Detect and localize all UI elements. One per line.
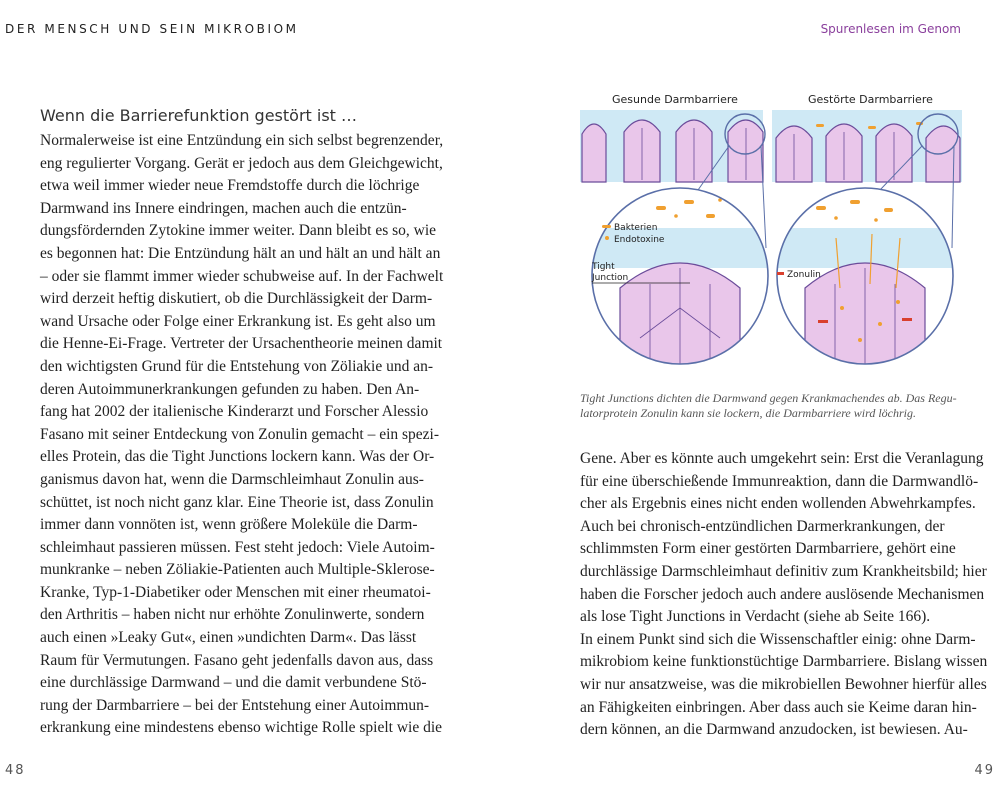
right-body-text	[580, 448, 988, 742]
label-damaged-barrier: Gestörte Darmbarriere	[808, 93, 933, 106]
figure-caption	[580, 391, 970, 421]
running-title-left: DER MENSCH UND SEIN MIKROBIOM	[5, 22, 299, 36]
text-line: elles Protein, das die Tight Junctions lockern kann. Was der Or-	[40, 448, 435, 466]
text-line: Darmwand ins Innere eindringen, machen auch die entzün-	[40, 199, 407, 217]
text-line: an Fähigkeiten einbringen. Aber dass auch sie Keime daran hin-	[580, 698, 977, 716]
text-line: munkranke – neben Zöliakie-Patienten auch Multiple-Sklerose-	[40, 561, 435, 579]
text-line: mikrobiom keine funktionstüchtige Darmbarriere. Bislang wissen	[580, 653, 988, 671]
text-line: den wichtigsten Grund für die Entstehung von Zöliakie und an-	[40, 357, 434, 375]
legend-endotoxins: Endotoxine	[614, 235, 665, 245]
text-line: für eine überschießende Immunreaktion, dann die Darmwandlö-	[580, 472, 979, 490]
label-tight-junction-line1: Tight	[592, 262, 615, 272]
text-line: haben die Forscher jedoch auch andere auslösende Mechanismen	[580, 585, 985, 603]
text-line: schüttet, ist noch nicht ganz klar. Eine Theorie ist, dass Zonulin	[40, 493, 434, 511]
text-line: erkrankung eine mindestens ebenso wichtige Rolle spielt wie die	[40, 719, 443, 737]
zonulin-legend-icon	[777, 272, 784, 275]
text-line: Fasano mit seiner Entdeckung von Zonulin gemacht – ein spezi-	[40, 425, 440, 443]
caption-line: latorprotein Zonulin kann sie lockern, die Darmbarriere wird löchrig.	[580, 406, 916, 420]
section-heading: Wenn die Barrierefunktion gestört ist …	[40, 106, 358, 125]
bacteria-legend-icon	[602, 225, 611, 228]
text-line: cher als Ergebnis eines nicht enden wollenden Abwehrkampfes.	[580, 495, 976, 513]
gut-barrier-figure	[580, 88, 970, 388]
text-line: es begonnen hat: Die Entzündung hält an und hält an und hält an	[40, 244, 441, 262]
text-line: den Arthritis – haben nicht nur erhöhte Zonulinwerte, sondern	[40, 606, 425, 624]
text-line: immer dann vonnöten ist, wenn größere Moleküle die Darm-	[40, 516, 418, 534]
label-tight-junction-line2: Junction	[592, 273, 629, 283]
text-line: deren Autoimmunerkrankungen gefunden zu haben. Den An-	[40, 380, 420, 398]
text-line: ganismus davon hat, wenn die Darmschleimhaut Zonulin aus-	[40, 470, 424, 488]
text-line: – oder sie flammt immer wieder schubweise auf. In der Fachwelt	[40, 267, 444, 285]
left-body-text	[40, 130, 444, 740]
text-line: auch einen »Leaky Gut«, einen »undichten Darm«. Das lässt	[40, 629, 417, 647]
text-line: als lose Tight Junctions in Verdacht (siehe ab Seite 166).	[580, 608, 931, 626]
text-line: Gene. Aber es könnte auch umgekehrt sein: Erst die Veranlagung	[580, 450, 984, 467]
page-number-left: 48	[5, 763, 26, 778]
text-line: eng regulierter Vorgang. Gerät er jedoch aus dem Gleichgewicht,	[40, 154, 443, 172]
gut-barrier-illustration	[580, 88, 970, 388]
text-line: dern können, an die Darmwand anzudocken, ist bewiesen. Au-	[580, 721, 968, 739]
text-line: wand Ursache oder Folge einer Erkrankung ist. Es geht also um	[40, 312, 436, 330]
page-number-right: 49	[974, 763, 995, 778]
endotoxin-legend-icon	[605, 236, 609, 240]
caption-line: Tight Junctions dichten die Darmwand gegen Krankmachendes ab. Das Regu-	[580, 391, 957, 405]
text-line: schleimhaut passieren müssen. Fest steht jedoch: Viele Autoim-	[40, 538, 435, 556]
text-line: fang hat 2002 der italienische Kinderarzt und Forscher Alessio	[40, 403, 429, 421]
running-title-right: Spurenlesen im Genom	[820, 22, 961, 36]
text-line: schlimmsten Form einer gestörten Darmbarriere, gehört eine	[580, 540, 956, 558]
text-line: wird derzeit heftig diskutiert, ob die Durchlässigkeit der Darm-	[40, 290, 433, 308]
text-line: eine durchlässige Darmwand – und die damit verbundene Stö-	[40, 674, 427, 692]
text-line: durchlässige Darmschleimhaut definitiv zum Krankheitsbild; hier	[580, 562, 987, 580]
text-line: Auch bei chronisch-entzündlichen Darmerkrankungen, der	[580, 517, 945, 535]
text-line: dungsfördernden Zytokine immer weiter. Dann bleibt es so, wie	[40, 222, 437, 240]
text-line: wir nur ansatzweise, was die mikrobiellen Bewohner hierfür alles	[580, 675, 987, 693]
text-line: die Henne-Ei-Frage. Vertreter der Ursachentheorie meinen damit	[40, 335, 443, 353]
label-healthy-barrier: Gesunde Darmbarriere	[612, 93, 738, 106]
legend-bacteria: Bakterien	[614, 223, 658, 233]
text-line: Normalerweise ist eine Entzündung ein sich selbst begrenzender,	[40, 132, 444, 149]
label-zonulin: Zonulin	[787, 270, 821, 280]
text-line: etwa weil immer wieder neue Fremdstoffe durch die löchrige	[40, 177, 420, 195]
text-line: rung der Darmbarriere – bei der Entstehung einer Autoimmun-	[40, 696, 430, 714]
text-line: In einem Punkt sind sich die Wissenschaftler einig: ohne Darm-	[580, 630, 976, 648]
text-line: Kranke, Typ-1-Diabetiker oder Menschen mit einer rheumatoi-	[40, 583, 431, 601]
text-line: Raum für Vermutungen. Fasano geht jedenfalls davon aus, dass	[40, 651, 434, 669]
